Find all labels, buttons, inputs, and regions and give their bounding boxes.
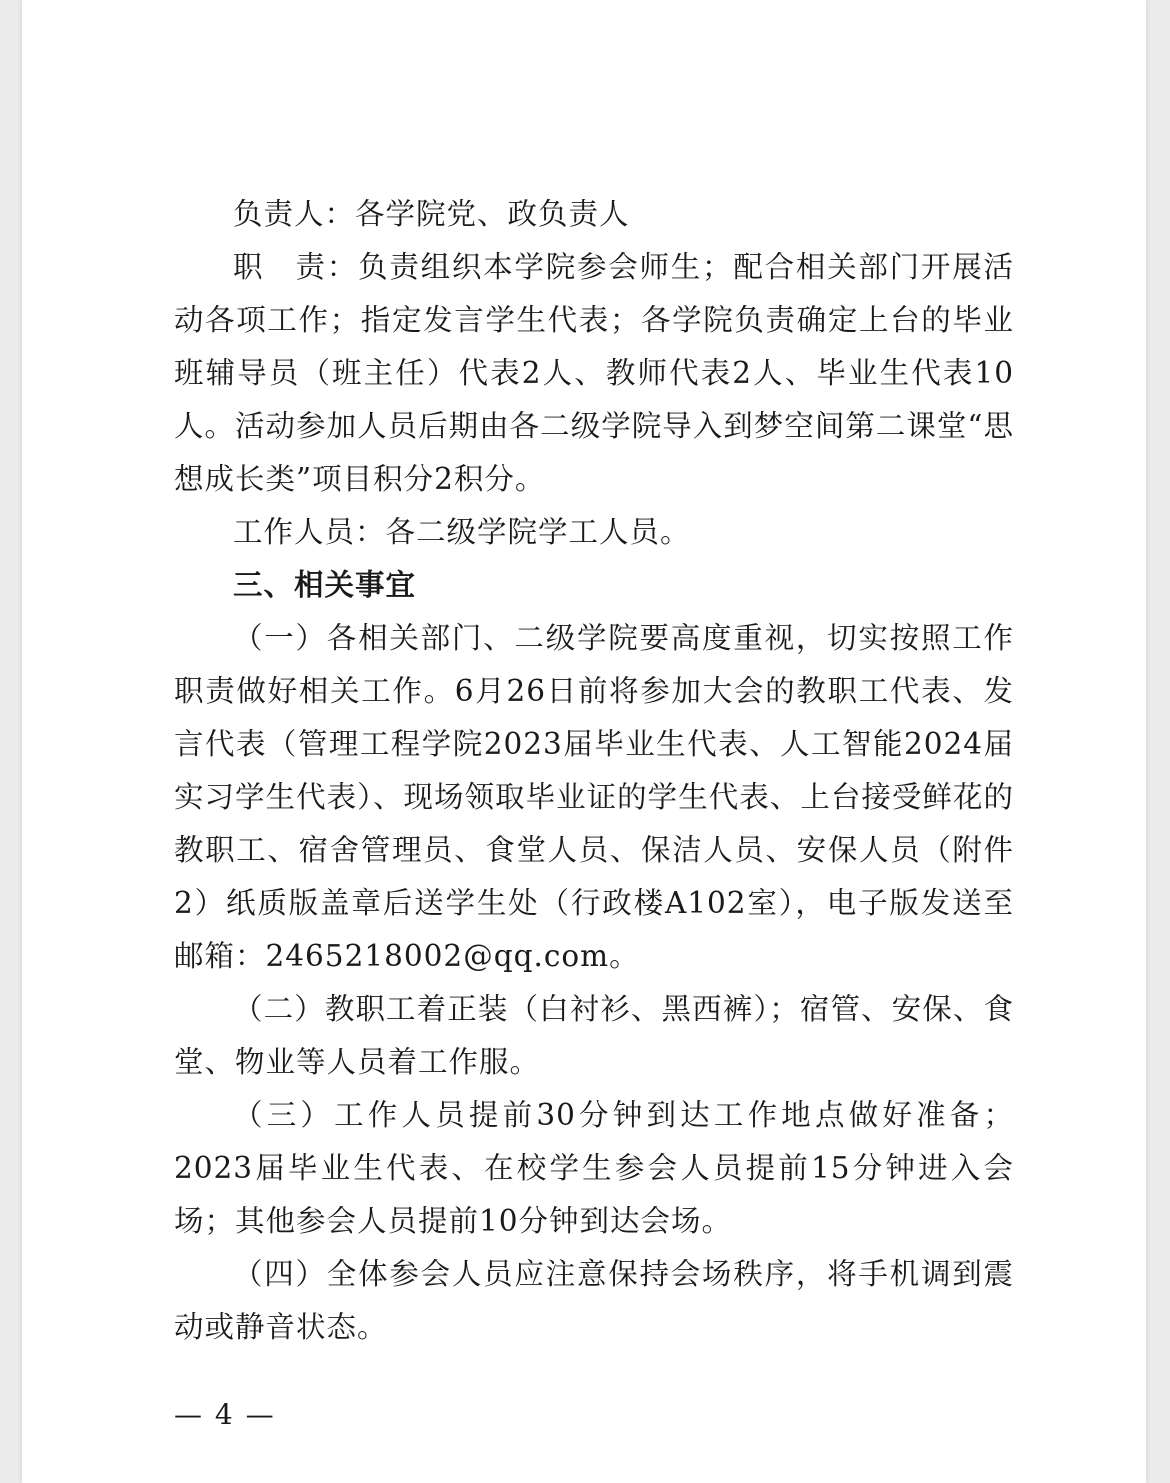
section-heading-three: 三、相关事宜	[233, 568, 417, 602]
paragraph-staff: 工作人员：各二级学院学工人员。	[233, 515, 691, 549]
document-page	[22, 0, 1146, 1483]
paragraph-item-one: （一）各相关部门、二级学院要高度重视，切实按照工作职责做好相关工作。6月26日前将参加大会的教职工代表、发言代表（管理工程学院2023届毕业生代表、人工智能2024届实习学生代表）、现场领取毕业证的学生代表、上台接受鲜花的教职工、宿舍管理员、食堂人员、保洁人员、安保人员（附件2）纸质版盖章后送学生处（行政楼A102室），电子版发送至邮箱：2465218002@qq.com。	[174, 621, 1014, 973]
paragraph-item-four: （四）全体参会人员应注意保持会场秩序，将手机调到震动或静音状态。	[174, 1257, 1014, 1344]
page-number: — 4 —	[174, 1398, 276, 1431]
paragraph-item-three: （三）工作人员提前30分钟到达工作地点做好准备；2023届毕业生代表、在校学生参会人员提前15分钟进入会场；其他参会人员提前10分钟到达会场。	[174, 1098, 1014, 1238]
paragraph-duties: 职 责：负责组织本学院参会师生；配合相关部门开展活动各项工作；指定发言学生代表；各学院负责确定上台的毕业班辅导员（班主任）代表2人、教师代表2人、毕业生代表10人。活动参加人员后期由各二级学院导入到梦空间第二课堂“思想成长类”项目积分2积分。	[174, 250, 1014, 496]
paragraph-item-two: （二）教职工着正装（白衬衫、黑西裤）；宿管、安保、食堂、物业等人员着工作服。	[174, 992, 1014, 1079]
document-body	[174, 188, 1014, 1354]
paragraph-responsible-person: 负责人：各学院党、政负责人	[233, 197, 630, 231]
